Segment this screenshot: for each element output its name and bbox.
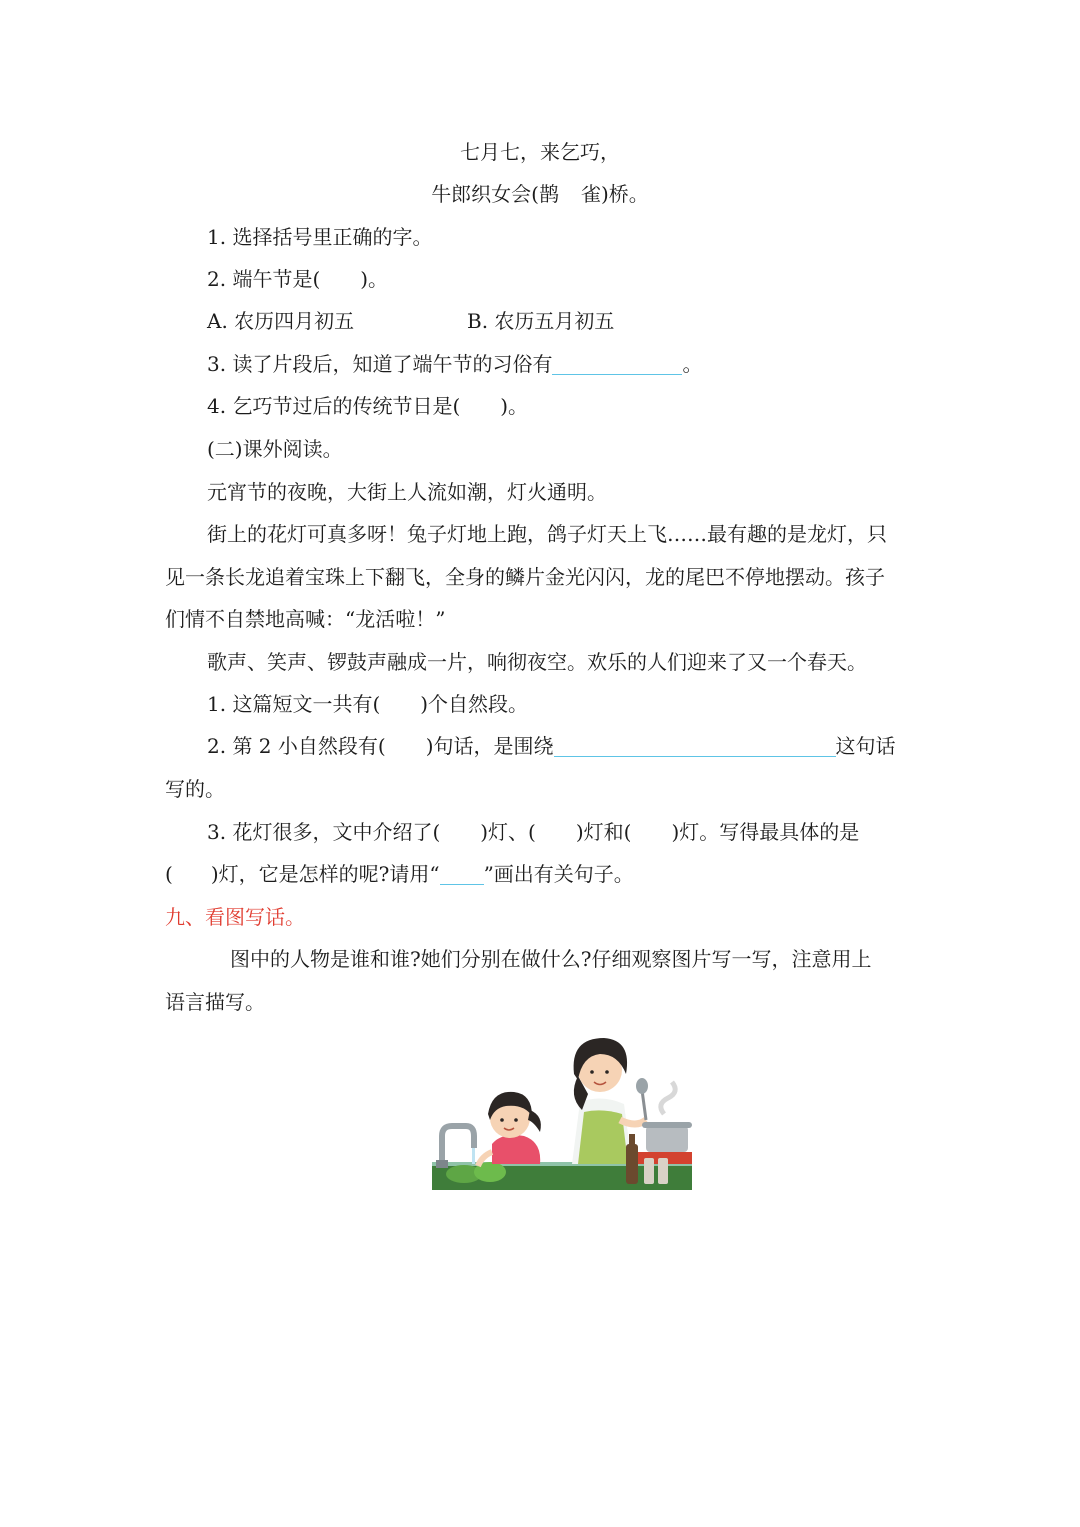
reading-question-3-part-3: )灯和( xyxy=(575,820,632,844)
reading-question-3 xyxy=(207,818,859,846)
passage-paragraph-1: 元宵节的夜晚，大街上人流如潮，灯火通明。 xyxy=(207,480,607,504)
poem-line-2-end: 雀)桥。 xyxy=(581,182,649,206)
reading-question-3-part-2: )灯、( xyxy=(480,820,536,844)
reading-question-3-text: 3. 花灯很多，文中介绍了( xyxy=(207,820,441,844)
question-3-text: 3. 读了片段后，知道了端午节的习俗有 xyxy=(207,352,553,376)
question-3 xyxy=(207,350,702,378)
question-1: 1. 选择括号里正确的字。 xyxy=(207,225,433,249)
reading-question-1-end: )个自然段。 xyxy=(420,692,529,716)
reading-question-2-text: 2. 第 2 小自然段有( xyxy=(207,734,386,758)
question-4 xyxy=(207,392,528,420)
reading-question-2-mid: )句话，是围绕 xyxy=(425,734,554,758)
option-b: B. 农历五月初五 xyxy=(467,309,615,333)
passage-paragraph-2-line-3: 们情不自禁地高喊：“龙活啦！” xyxy=(165,607,446,631)
girl-figure xyxy=(478,1092,541,1166)
poem-line-2-start: 牛郎织女会(鹊 xyxy=(431,182,559,206)
bottle-icon xyxy=(626,1144,638,1184)
reading-question-2-end: 这句话 xyxy=(835,734,896,758)
passage-paragraph-2-line-2: 见一条长龙追着宝珠上下翻飞，全身的鳞片金光闪闪，龙的尾巴不停地摆动。孩子 xyxy=(165,565,885,589)
question-2 xyxy=(207,265,388,293)
reading-question-2 xyxy=(207,732,896,760)
passage-paragraph-3: 歌声、笑声、锣鼓声融成一片，响彻夜空。欢乐的人们迎来了又一个春天。 xyxy=(207,650,867,674)
pot-icon xyxy=(646,1126,688,1152)
question-4-end: )。 xyxy=(500,394,529,418)
section-2-heading: (二)课外阅读。 xyxy=(207,437,343,461)
poem-line-2 xyxy=(0,180,1080,208)
question-4-text: 4. 乞巧节过后的传统节日是( xyxy=(207,394,461,418)
reading-question-3-part-6: )灯，它是怎样的呢?请用“ xyxy=(210,862,440,886)
question-2-end: )。 xyxy=(360,267,389,291)
question-2-text: 2. 端午节是( xyxy=(207,267,321,291)
reading-question-3-part-5: ( xyxy=(165,862,173,886)
steam-icon xyxy=(661,1082,675,1114)
kitchen-illustration xyxy=(432,1024,692,1190)
writing-prompt-line-1: 图中的人物是谁和谁?她们分别在做什么?仔细观察图片写一写，注意用上 xyxy=(230,947,872,971)
writing-prompt-line-2: 语言描写。 xyxy=(165,990,265,1014)
option-a: A. 农历四月初五 xyxy=(207,309,355,333)
reading-question-3-part-4: )灯。写得最具体的是 xyxy=(671,820,860,844)
passage-paragraph-2-line-1: 街上的花灯可真多呀！兔子灯地上跑，鸽子灯天上飞……最有趣的是龙灯，只 xyxy=(207,522,887,546)
reading-question-3-end: ”画出有关句子。 xyxy=(483,862,634,886)
reading-question-1 xyxy=(207,690,528,718)
answer-underline[interactable] xyxy=(554,734,836,757)
answer-underline[interactable] xyxy=(440,862,484,885)
poem-line-1: 七月七，来乞巧， xyxy=(460,140,620,164)
reading-question-3-cont xyxy=(165,860,634,888)
reading-question-2-cont: 写的。 xyxy=(165,777,225,801)
section-9-heading: 九、看图写话。 xyxy=(165,905,305,929)
question-3-end: 。 xyxy=(682,352,703,376)
spoon-icon xyxy=(642,1090,646,1120)
answer-underline[interactable] xyxy=(552,352,682,375)
reading-question-1-text: 1. 这篇短文一共有( xyxy=(207,692,381,716)
